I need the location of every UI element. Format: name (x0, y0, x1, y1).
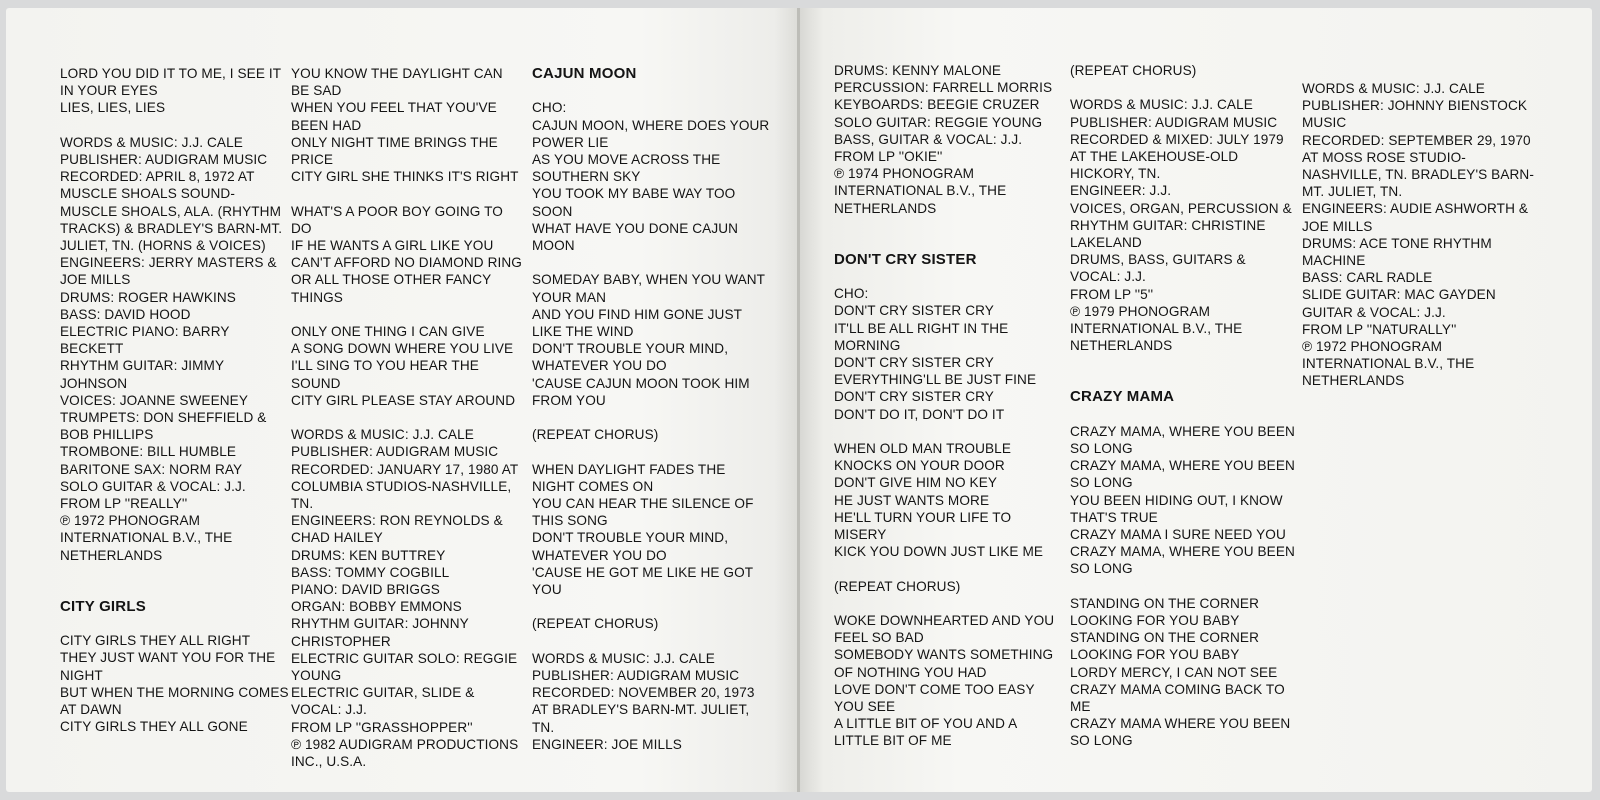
song-title-crazy-mama: CRAZY MAMA (1070, 388, 1175, 406)
text-line: EVERYTHING'LL BE JUST FINE (834, 372, 1037, 388)
text-line: BASS, GUITAR & VOCAL: J.J. (834, 131, 1023, 147)
text-line: SOLO GUITAR: REGGIE YOUNG (834, 114, 1043, 130)
text-line: BASS: DAVID HOOD (60, 306, 191, 322)
text-line: FROM LP ''5'' (1070, 286, 1154, 302)
text-line: WHEN DAYLIGHT FADES THE NIGHT COMES ON (532, 461, 726, 494)
text-line: CRAZY MAMA COMING BACK TO ME (1070, 681, 1285, 715)
text-line: CRAZY MAMA I SURE NEED YOU (1070, 527, 1286, 543)
text-line: ENGINEERS: AUDIE ASHWORTH & JOE MILLS (1302, 201, 1529, 234)
text-line: STANDING ON THE CORNER (1070, 630, 1260, 646)
text-line: ℗ 1982 AUDIGRAM PRODUCTIONS INC., U.S.A. (291, 736, 519, 770)
text-line: WORDS & MUSIC: J.J. CALE (532, 650, 715, 666)
left-col-1 (60, 65, 290, 735)
lyric-block (532, 99, 770, 753)
text-line: LOOKING FOR YOU BABY (1070, 613, 1240, 629)
text-line: DRUMS: KEN BUTTREY (291, 547, 446, 563)
text-line: ELECTRIC GUITAR SOLO: REGGIE YOUNG (291, 650, 518, 684)
text-line: YOU KNOW THE DAYLIGHT CAN BE SAD (291, 66, 503, 99)
text-line: DON'T TROUBLE YOUR MIND, WHATEVER YOU DO (532, 341, 729, 374)
text-line: CHO: (834, 286, 869, 302)
left-page (6, 8, 798, 792)
text-line: HE JUST WANTS MORE (834, 492, 990, 508)
text-line: DRUMS: KENNY MALONE (834, 63, 1002, 78)
lyric-block (291, 65, 523, 770)
text-line: CRAZY MAMA WHERE YOU BEEN SO LONG (1070, 716, 1291, 749)
text-line: YOU TOOK MY BABE WAY TOO SOON (532, 186, 736, 219)
text-line: CAN'T AFFORD NO DIAMOND RING (291, 255, 522, 271)
text-line: ENGINEER: JOE MILLS (532, 736, 682, 752)
text-line: WORDS & MUSIC: J.J. CALE (1070, 97, 1253, 113)
text-line: LORD YOU DID IT TO ME, I SEE IT IN YOUR EYES (60, 66, 281, 99)
text-line: ENGINEERS: JERRY MASTERS & JOE MILLS (60, 255, 277, 288)
text-line: ELECTRIC PIANO: BARRY BECKETT (60, 324, 230, 357)
text-line: CITY GIRL SHE THINKS IT'S RIGHT (291, 169, 519, 185)
lyric-block (834, 285, 1064, 749)
text-line: CITY GIRLS THEY ALL RIGHT (60, 633, 251, 649)
text-line: SLIDE GUITAR: MAC GAYDEN (1302, 287, 1496, 303)
text-line: CITY GIRL PLEASE STAY AROUND (291, 392, 516, 408)
text-line: WOKE DOWNHEARTED AND YOU FEEL SO BAD (834, 613, 1055, 646)
text-line: RHYTHM GUITAR: JIMMY JOHNSON (60, 358, 224, 391)
text-line: (REPEAT CHORUS) (532, 616, 659, 632)
text-line: HE'LL TURN YOUR LIFE TO MISERY (834, 509, 1012, 543)
song-title-city-girls: CITY GIRLS (60, 597, 146, 615)
text-line: AND YOU FIND HIM GONE JUST LIKE THE WIND (532, 306, 742, 340)
text-line: RECORDED: NOVEMBER 20, 1973 AT BRADLEY'S BARN-MT. JULIET, TN. (532, 685, 755, 735)
text-line: (REPEAT CHORUS) (532, 427, 659, 443)
lyric-block (60, 65, 290, 564)
text-line: ELECTRIC GUITAR, SLIDE & VOCAL: J.J. (291, 685, 475, 718)
text-line: YOU CAN HEAR THE SILENCE OF THIS SONG (532, 496, 754, 529)
text-line: DRUMS: ACE TONE RHYTHM MACHINE (1302, 235, 1492, 269)
text-line: BUT WHEN THE MORNING COMES AT DAWN (60, 684, 289, 718)
text-line: 'CAUSE HE GOT ME LIKE HE GOT YOU (532, 564, 753, 598)
left-col-3 (532, 65, 770, 753)
text-line: RECORDED: SEPTEMBER 29, 1970 AT MOSS ROSE STUDIO-NASHVILLE, TN. BRADLEY'S BARN- MT. JULIET, TN. (1302, 132, 1534, 200)
text-line: FROM LP ''GRASSHOPPER'' (291, 719, 473, 735)
text-line: (REPEAT CHORUS) (1070, 63, 1197, 78)
text-line: WORDS & MUSIC: J.J. CALE (1302, 81, 1485, 96)
text-line: FROM LP ''OKIE'' (834, 149, 943, 165)
text-line: RECORDED & MIXED: JULY 1979 AT THE LAKEHOUSE-OLD HICKORY, TN. (1070, 131, 1284, 182)
text-line: CAJUN MOON, WHERE DOES YOUR POWER LIE (532, 117, 770, 150)
text-line: SOMEBODY WANTS SOMETHING OF NOTHING YOU HAD (834, 647, 1054, 680)
text-line: CRAZY MAMA, WHERE YOU BEEN SO LONG (1070, 423, 1295, 457)
text-line: A SONG DOWN WHERE YOU LIVE (291, 341, 514, 357)
text-line: CRAZY MAMA, WHERE YOU BEEN SO LONG (1070, 458, 1295, 491)
lyric-block (1070, 62, 1296, 354)
text-line: 'CAUSE CAJUN MOON TOOK HIM FROM YOU (532, 375, 750, 408)
text-line: AS YOU MOVE ACROSS THE SOUTHERN SKY (532, 152, 721, 185)
text-line: FROM LP ''NATURALLY'' (1302, 321, 1457, 337)
text-line: WHAT'S A POOR BOY GOING TO DO (291, 203, 503, 236)
text-line: DRUMS, BASS, GUITARS & VOCAL: J.J. (1070, 252, 1246, 285)
text-line: BASS: CARL RADLE (1302, 270, 1433, 286)
lyric-block (834, 62, 1064, 217)
text-line: PERCUSSION: FARRELL MORRIS (834, 80, 1053, 96)
text-line: I'LL SING TO YOU HEAR THE SOUND (291, 358, 479, 391)
text-line: RECORDED: APRIL 8, 1972 AT MUSCLE SHOALS SOUND-MUSCLE SHOALS, ALA. (RHYTHM TRACKS) & BRADLEY'S BARN-MT. JULIET, TN. (HORNS & VOICES) (60, 169, 283, 254)
text-line: KICK YOU DOWN JUST LIKE ME (834, 544, 1044, 560)
text-line: WORDS & MUSIC: J.J. CALE (291, 427, 474, 443)
text-line: VOICES: JOANNE SWEENEY (60, 392, 249, 408)
text-line: DON'T CRY SISTER CRY (834, 355, 994, 371)
text-line: ORGAN: BOBBY EMMONS (291, 599, 462, 615)
text-line: LIES, LIES, LIES (60, 100, 166, 116)
text-line: PUBLISHER: AUDIGRAM MUSIC (532, 668, 740, 684)
text-line: ℗ 1979 PHONOGRAM INTERNATIONAL B.V., THE NETHERLANDS (1070, 303, 1243, 354)
text-line: DON'T CRY SISTER CRY (834, 389, 994, 405)
text-line: A LITTLE BIT OF YOU AND A LITTLE BIT OF ME (834, 716, 1017, 749)
lyric-block (1302, 80, 1534, 390)
text-line: DRUMS: ROGER HAWKINS (60, 289, 236, 305)
text-line: ENGINEERS: RON REYNOLDS & CHAD HAILEY (291, 513, 503, 546)
text-line: RECORDED: JANUARY 17, 1980 AT COLUMBIA STUDIOS-NASHVILLE, TN. (291, 461, 519, 512)
text-line: CITY GIRLS THEY ALL GONE (60, 719, 248, 735)
text-line: DON'T DO IT, DON'T DO IT (834, 406, 1005, 422)
text-line: ℗ 1972 PHONOGRAM INTERNATIONAL B.V., THE NETHERLANDS (1302, 339, 1475, 389)
text-line: YOU BEEN HIDING OUT, I KNOW THAT'S TRUE (1070, 492, 1283, 525)
text-line: WHEN OLD MAN TROUBLE KNOCKS ON YOUR DOOR (834, 441, 1011, 474)
text-line: BARITONE SAX: NORM RAY (60, 461, 243, 477)
text-line: CRAZY MAMA, WHERE YOU BEEN SO LONG (1070, 544, 1295, 577)
text-line: WHAT HAVE YOU DONE CAJUN MOON (532, 220, 739, 254)
text-line: IT'LL BE ALL RIGHT IN THE MORNING (834, 320, 1009, 353)
text-line: CHO: (532, 100, 567, 116)
text-line: LOOKING FOR YOU BABY (1070, 647, 1240, 663)
lyric-block (1070, 423, 1296, 750)
text-line: RHYTHM GUITAR: JOHNNY CHRISTOPHER (291, 616, 469, 649)
text-line: OR ALL THOSE OTHER FANCY THINGS (291, 272, 492, 305)
left-col-2 (291, 65, 523, 770)
text-line: SOLO GUITAR & VOCAL: J.J. (60, 478, 246, 494)
text-line: DON'T TROUBLE YOUR MIND, WHATEVER YOU DO (532, 530, 729, 563)
text-line: WHEN YOU FEEL THAT YOU'VE BEEN HAD (291, 100, 497, 133)
text-line: ℗ 1974 PHONOGRAM INTERNATIONAL B.V., THE NETHERLANDS (834, 166, 1007, 216)
text-line: LOVE DON'T COME TOO EASY YOU SEE (834, 681, 1035, 715)
text-line: THEY JUST WANT YOU FOR THE NIGHT (60, 650, 276, 683)
text-line: (REPEAT CHORUS) (834, 578, 961, 594)
text-line: TROMBONE: BILL HUMBLE (60, 444, 237, 460)
text-line: DON'T CRY SISTER CRY (834, 303, 994, 319)
lyric-block (60, 632, 290, 735)
text-line: ℗ 1972 PHONOGRAM INTERNATIONAL B.V., THE NETHERLANDS (60, 513, 233, 563)
text-line: STANDING ON THE CORNER (1070, 595, 1260, 611)
song-title-dont-cry-sister: DON'T CRY SISTER (834, 250, 977, 268)
text-line: WORDS & MUSIC: J.J. CALE (60, 134, 243, 150)
right-col-3 (1302, 80, 1534, 390)
text-line: PUBLISHER: AUDIGRAM MUSIC (291, 444, 499, 460)
text-line: ONLY ONE THING I CAN GIVE (291, 324, 485, 340)
right-col-1 (834, 62, 1064, 750)
text-line: ENGINEER: J.J. (1070, 183, 1172, 199)
song-title-cajun-moon: CAJUN MOON (532, 65, 637, 82)
text-line: DON'T GIVE HIM NO KEY (834, 475, 998, 491)
text-line: FROM LP ''REALLY'' (60, 496, 188, 512)
text-line: GUITAR & VOCAL: J.J. (1302, 304, 1446, 320)
text-line: LORDY MERCY, I CAN NOT SEE (1070, 664, 1278, 680)
text-line: BASS: TOMMY COGBILL (291, 564, 450, 580)
text-line: PUBLISHER: AUDIGRAM MUSIC (1070, 114, 1278, 130)
text-line: KEYBOARDS: BEEGIE CRUZER (834, 97, 1040, 113)
text-line: ONLY NIGHT TIME BRINGS THE PRICE (291, 134, 498, 168)
right-page (800, 8, 1592, 792)
text-line: TRUMPETS: DON SHEFFIELD & BOB PHILLIPS (60, 410, 267, 443)
text-line: IF HE WANTS A GIRL LIKE YOU (291, 238, 494, 254)
text-line: PUBLISHER: JOHNNY BIENSTOCK MUSIC (1302, 98, 1528, 131)
text-line: VOICES, ORGAN, PERCUSSION & RHYTHM GUITAR: CHRISTINE LAKELAND (1070, 200, 1292, 251)
text-line: PUBLISHER: AUDIGRAM MUSIC (60, 152, 268, 167)
right-col-2 (1070, 62, 1296, 750)
text-line: PIANO: DAVID BRIGGS (291, 582, 440, 598)
text-line: SOMEDAY BABY, WHEN YOU WANT YOUR MAN (532, 272, 765, 305)
